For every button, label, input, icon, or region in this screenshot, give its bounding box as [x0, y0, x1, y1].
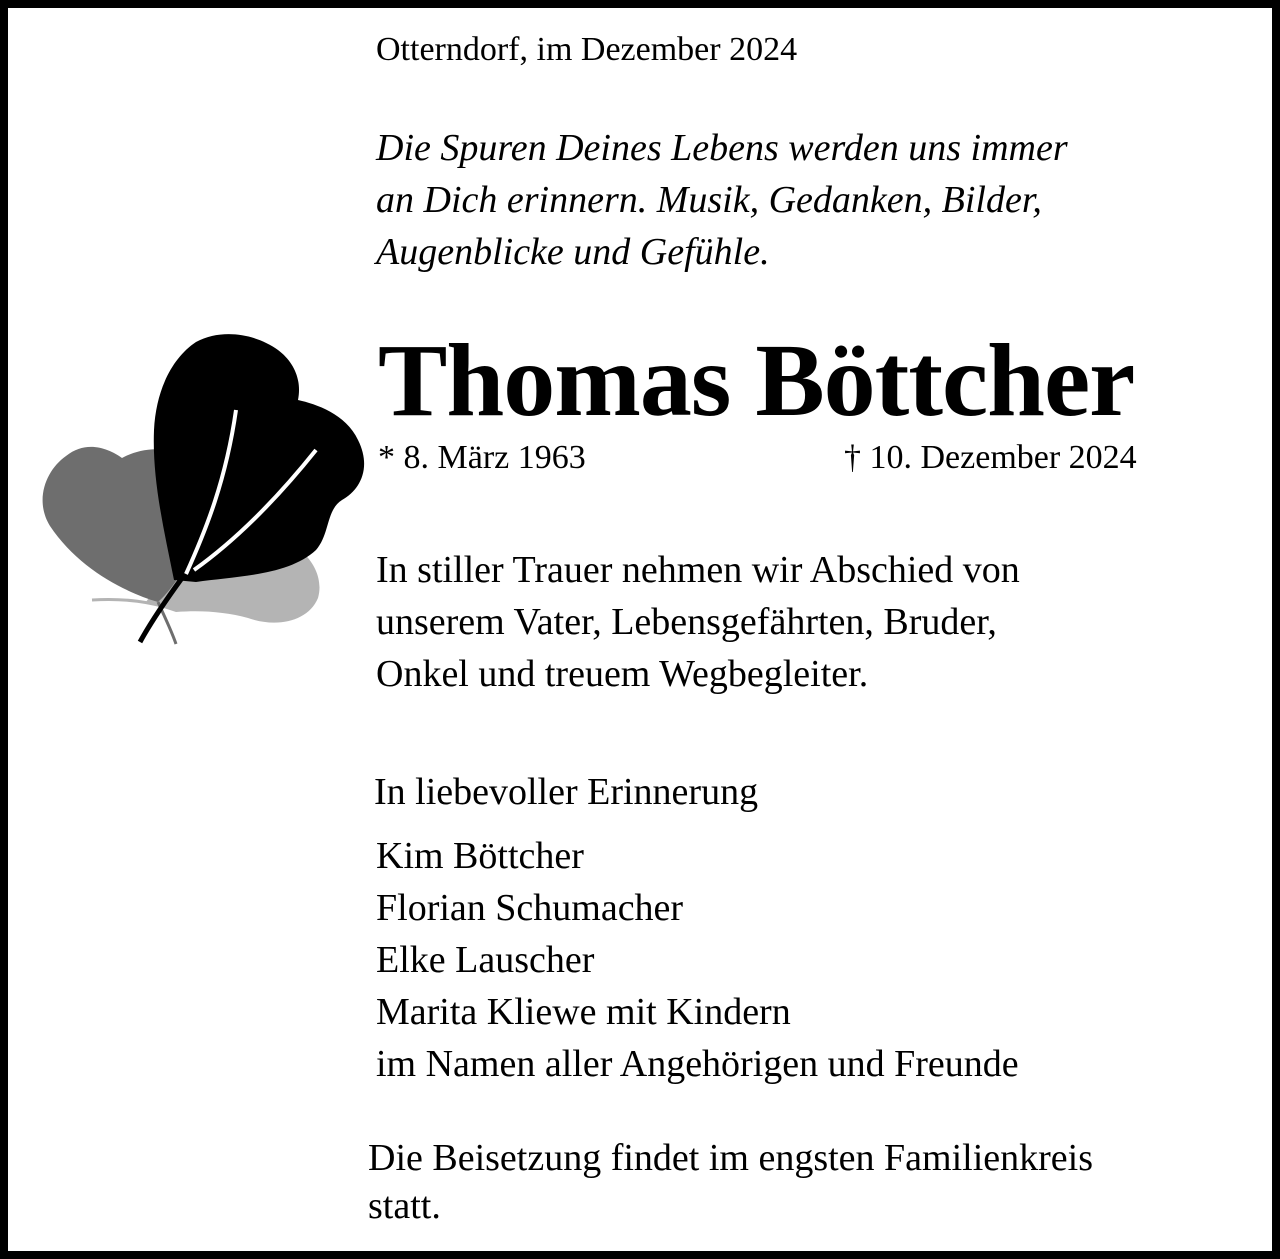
- funeral-line: Die Beisetzung findet im engsten Familienkreis: [368, 1137, 1094, 1179]
- signer-name: im Namen aller Angehörigen und Freunde: [376, 1043, 1019, 1085]
- memory-heading: In liebevoller Erinnerung: [374, 771, 759, 813]
- funeral-note: [368, 1134, 1093, 1230]
- deceased-name: Thomas Böttcher: [378, 323, 1135, 438]
- farewell-line: Onkel und treuem Wegbegleiter.: [376, 653, 869, 695]
- motto-line: Die Spuren Deines Lebens werden uns immer: [376, 127, 1068, 169]
- farewell-text: [376, 544, 1020, 700]
- place-date: Otterndorf, im Dezember 2024: [376, 31, 798, 68]
- ginkgo-leaves-icon: [26, 330, 372, 648]
- signer-name: Florian Schumacher: [376, 887, 684, 929]
- birth-date: * 8. März 1963: [378, 439, 586, 476]
- signer-name: Kim Böttcher: [376, 835, 584, 877]
- signer-name: Marita Kliewe mit Kindern: [376, 991, 791, 1033]
- motto-line: Augenblicke und Gefühle.: [376, 231, 770, 273]
- funeral-line: statt.: [368, 1185, 441, 1227]
- dark-ginkgo-leaf: [154, 334, 364, 582]
- farewell-line: In stiller Trauer nehmen wir Abschied von: [376, 549, 1020, 591]
- death-date: † 10. Dezember 2024: [844, 439, 1137, 476]
- farewell-line: unserem Vater, Lebensgefährten, Bruder,: [376, 601, 997, 643]
- motto-line: an Dich erinnern. Musik, Gedanken, Bilder,: [376, 179, 1042, 221]
- motto-quote: [376, 122, 1068, 278]
- signer-name: Elke Lauscher: [376, 939, 595, 981]
- signers-list: [376, 830, 1019, 1090]
